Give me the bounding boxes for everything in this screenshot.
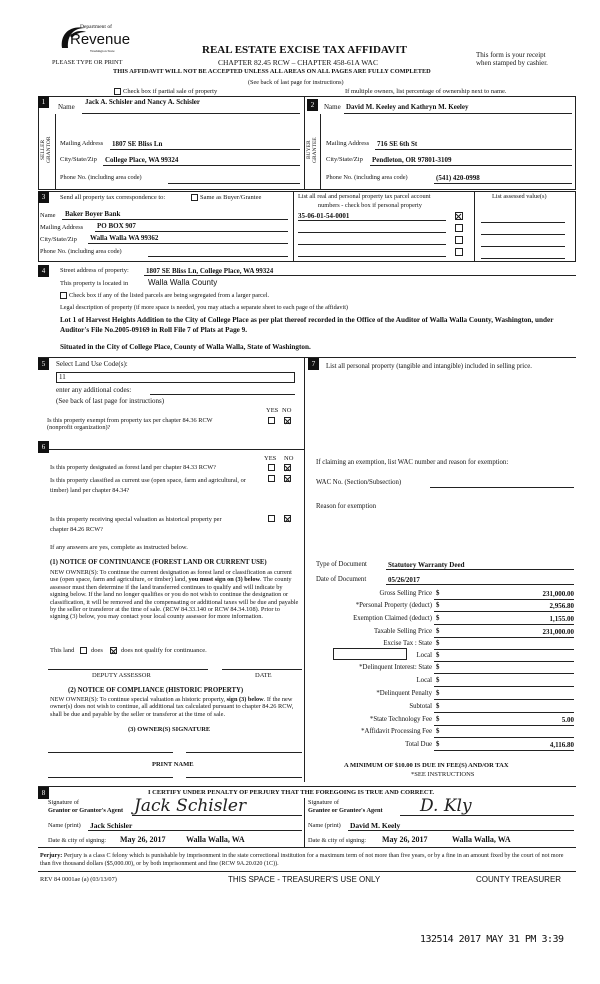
seller-phone-field[interactable] <box>168 183 300 184</box>
yes-label-5: YES <box>266 407 279 414</box>
seller-name[interactable]: Jack A. Schisler and Nancy A. Schisler <box>85 98 200 106</box>
seller-mail-label: Mailing Address <box>60 140 104 147</box>
section-8-badge: 8 <box>38 787 49 799</box>
same-as-buyer-label: Same as Buyer/Grantee <box>200 194 262 201</box>
fee-row-label: Gross Selling Price <box>379 590 432 597</box>
logo-state: Washington State <box>90 49 115 53</box>
currency-sign: $ <box>436 716 440 723</box>
receipt-note-1: This form is your receipt <box>476 51 546 59</box>
fee-row-label: *Personal Property (deduct) <box>355 602 432 609</box>
historic-question: Is this property receiving special valuation as historical property per chapter 84.26 RCW? <box>50 516 222 533</box>
land-use-code-input[interactable] <box>56 372 295 383</box>
currency-sign: $ <box>436 590 440 597</box>
partial-sale-checkbox[interactable] <box>114 88 121 95</box>
tax-phone-label: Phone No. (including area code) <box>40 248 122 255</box>
section-4-badge: 4 <box>38 265 49 277</box>
buyer-city[interactable]: Pendleton, OR 97801-3109 <box>372 156 452 164</box>
tax-name-label: Name <box>40 212 56 219</box>
perjury-notice <box>40 852 575 868</box>
fee-row-line <box>434 599 574 600</box>
multiple-owners-note: If multiple owners, list percentage of ownership next to name. <box>345 88 507 95</box>
perjury-text: Perjury is a class C felony which is punishable by imprisonment in the state correctional institution for a maximum term of not more than five years, or by a fine in an amount fixed by the court of not more than five thousand dollars ($5,000.00), or by both imprisonment and fine (RCW 9A.20.020 (1C)). <box>40 853 564 867</box>
receipt-note-2: when stamped by cashier. <box>476 59 548 67</box>
current-use-no-checkbox[interactable] <box>284 475 291 482</box>
fee-row-label: Taxable Selling Price <box>373 628 432 635</box>
tax-name[interactable]: Baker Boyer Bank <box>65 210 121 218</box>
tax-mail[interactable]: PO BOX 907 <box>97 222 136 230</box>
historic-no-checkbox[interactable] <box>284 515 291 522</box>
assessor-date-line[interactable] <box>222 669 302 670</box>
exempt-question: Is this property exempt from property tax per chapter 84.36 RCW (nonprofit organization)? <box>47 417 213 432</box>
see-instructions: *SEE INSTRUCTIONS <box>411 771 475 778</box>
parcel-personal-checkbox-3[interactable] <box>455 236 463 244</box>
currency-sign: $ <box>436 615 440 622</box>
notice-1-text <box>50 569 300 621</box>
land-use-label: Select Land Use Code(s): <box>56 360 128 368</box>
seller-city[interactable]: College Place, WA 99324 <box>105 156 179 164</box>
notice-1-part-a: NEW OWNER(S): To continue the current designation as forest land or classification as current use (open space, farm and agriculture, or timber) land, <box>50 569 292 584</box>
owner-signature-line-1[interactable] <box>48 752 173 753</box>
fee-row-line <box>434 686 574 687</box>
personal-property-label: List all personal property (tangible and intangible) included in selling price. <box>326 363 532 370</box>
fee-row-value[interactable]: 2,956.80 <box>549 602 574 610</box>
buyer-name-label: Name <box>324 103 341 111</box>
print-name-label: PRINT NAME <box>152 761 194 768</box>
seller-phone-label: Phone No. (including area code) <box>60 174 142 181</box>
notice-2-part-a: NEW OWNER(S): To continue special valuation as historic property, <box>50 696 227 703</box>
currency-sign: $ <box>436 628 440 635</box>
form-title: REAL ESTATE EXCISE TAX AFFIDAVIT <box>202 44 407 56</box>
same-as-buyer-checkbox[interactable] <box>191 194 198 201</box>
property-street[interactable]: 1807 SE Bliss Ln, College Place, WA 99324 <box>146 267 274 275</box>
forest-no-checkbox[interactable] <box>284 464 291 471</box>
historic-yes-checkbox[interactable] <box>268 515 275 522</box>
notice-2-text <box>50 696 300 718</box>
does-not-qualify-checkbox[interactable] <box>110 647 117 654</box>
parcel-personal-checkbox-2[interactable] <box>455 224 463 232</box>
grantee-name[interactable]: David M. Keely <box>350 821 401 830</box>
currency-sign: $ <box>436 741 440 748</box>
buyer-grantee-label: BUYER GRANTEE <box>306 137 319 163</box>
section-2-badge: 2 <box>307 99 318 111</box>
grantor-city[interactable]: Walla Walla, WA <box>186 835 245 844</box>
fee-row-value[interactable]: 4,116.80 <box>549 741 574 749</box>
fee-row-label: Excise Tax : State <box>383 640 432 647</box>
treasurer-space-label: THIS SPACE - TREASURER'S USE ONLY <box>228 875 381 884</box>
notice-1-bold: you must sign on (3) below <box>188 576 261 584</box>
currency-sign: $ <box>436 652 440 659</box>
cashier-stamp: 132514 2017 MAY 31 PM 3:39 <box>420 934 564 945</box>
notice-2-part-b: . If the new owner(s) does not wish to continue, all additional tax calculated pursuant to chapter 84.26 RCW, shall be due and payable by the seller or transferor at the time of sale. <box>50 696 294 718</box>
seller-mail[interactable]: 1807 SE Bliss Ln <box>112 140 163 148</box>
grantor-date[interactable]: May 26, 2017 <box>120 835 166 844</box>
seller-city-label: City/State/Zip <box>60 156 97 163</box>
grantee-signature[interactable]: D. Kly <box>420 796 472 816</box>
forest-yes-checkbox[interactable] <box>268 464 275 471</box>
grantor-sig-label-1: Signature of <box>48 799 79 806</box>
grantor-signature[interactable]: Jack Schisler <box>134 796 247 816</box>
assessed-header: List assessed value(s) <box>492 193 547 200</box>
segregated-checkbox[interactable] <box>60 292 67 299</box>
fee-row-line <box>434 737 574 738</box>
fee-row-line <box>434 637 574 638</box>
grantee-name-label: Name (print) <box>308 822 341 829</box>
minimum-note: A MINIMUM OF $10.00 IS DUE IN FEE(S) AND/OR TAX <box>344 762 509 769</box>
parcel-number[interactable]: 35-06-01-54-0001 <box>298 212 350 220</box>
fee-row-line <box>434 624 574 625</box>
fee-row-label: *Affidavit Processing Fee <box>361 728 432 735</box>
exempt-yes-checkbox[interactable] <box>268 417 275 424</box>
partial-sale-label: Check box if partial sale of property <box>123 88 218 95</box>
additional-codes-label: enter any additional codes: <box>56 386 132 394</box>
fee-row-value[interactable]: 231,000.00 <box>542 628 574 636</box>
currency-sign: $ <box>436 703 440 710</box>
legal-label: Legal description of property (if more space is needed, you may attach a separate sheet to each page of the affidavit) <box>60 304 348 311</box>
grantee-date[interactable]: May 26, 2017 <box>382 835 428 844</box>
send-correspondence-label: Send all property tax correspondence to: <box>60 194 166 201</box>
print-name-line-2[interactable] <box>186 777 302 778</box>
legal-description: Lot 1 of Harvest Heights Addition to the City of College Place as per plat thereof recorded in the Office of the Auditor of Walla Walla County, Washington, under Auditor's File No.2005-09169 in Roll File 7 of Plats at Page 9. <box>60 316 554 334</box>
fee-row-value[interactable]: 1,155.00 <box>549 615 574 623</box>
doc-date[interactable]: 05/26/2017 <box>388 576 420 584</box>
please-type: PLEASE TYPE OR PRINT <box>52 59 123 66</box>
fee-row-line <box>434 673 574 674</box>
fee-row-line <box>434 725 574 726</box>
grantee-date-label: Date & city of signing: <box>308 837 367 844</box>
yes-label-6: YES <box>264 455 277 462</box>
fee-row-label: *Delinquent Penalty <box>376 690 432 697</box>
print-name-line-1[interactable] <box>48 777 173 778</box>
fee-row-label: Subtotal <box>409 703 432 710</box>
form-chapter: CHAPTER 82.45 RCW – CHAPTER 458-61A WAC <box>218 58 378 67</box>
located-label: This property is located in <box>60 280 129 287</box>
buyer-mail[interactable]: 716 SE 6th St <box>377 140 418 148</box>
notice-2-title: (2) NOTICE OF COMPLIANCE (HISTORIC PROPERTY) <box>68 687 244 694</box>
parcel-personal-checkbox-1[interactable] <box>455 212 463 220</box>
currency-sign: $ <box>436 602 440 609</box>
buyer-city-label: City/State/Zip <box>326 156 363 163</box>
deputy-assessor-line[interactable] <box>48 669 208 670</box>
fee-row-label: Local <box>416 652 432 659</box>
fee-row-label: Local <box>416 677 432 684</box>
fee-row-line <box>434 712 574 713</box>
seller-name-label: Name <box>58 103 75 111</box>
property-county[interactable]: Walla Walla County <box>148 278 218 287</box>
deputy-assessor-label: DEPUTY ASSESSOR <box>92 672 151 679</box>
fee-row-label: Exemption Claimed (deduct) <box>353 615 432 622</box>
current-use-yes-checkbox[interactable] <box>268 475 275 482</box>
section-7-badge: 7 <box>308 358 319 370</box>
perjury-label: Perjury: <box>40 853 63 859</box>
fee-row-value[interactable]: 5.00 <box>561 716 574 724</box>
fee-row-label: Total Due <box>405 741 432 748</box>
does-label: does <box>91 647 103 654</box>
street-label: Street address of property: <box>60 267 129 274</box>
does-not-label: does not qualify for continuance. <box>121 647 207 654</box>
section-1-badge: 1 <box>38 96 49 108</box>
current-use-question: Is this property classified as current use (open space, farm and agricultural, or timber) land per chapter 84.34? <box>50 477 246 494</box>
section-6-badge: 6 <box>38 441 49 453</box>
currency-sign: $ <box>436 640 440 647</box>
doc-date-label: Date of Document <box>316 576 367 583</box>
grantor-name[interactable]: Jack Schisler <box>90 821 133 830</box>
date-label: DATE <box>255 672 272 679</box>
grantee-sig-label-1: Signature of <box>308 799 339 806</box>
owner-signature-label: (3) OWNER(S) SIGNATURE <box>128 726 211 733</box>
fee-row-label: *State Technology Fee <box>369 716 432 723</box>
parcel-personal-checkbox-4[interactable] <box>455 248 463 256</box>
forest-question: Is this property designated as forest land per chapter 84.33 RCW? <box>50 464 216 471</box>
currency-sign: $ <box>436 728 440 735</box>
if-yes-note: If any answers are yes, complete as instructed below. <box>50 544 188 551</box>
fee-row-label: *Delinquent Interest: State <box>359 664 432 671</box>
currency-sign: $ <box>436 690 440 697</box>
logo-dept: Department of <box>80 24 112 30</box>
segregated-label: Check box if any of the listed parcels are being segregated from a larger parcel. <box>69 292 270 299</box>
fee-row-line <box>434 750 574 751</box>
tax-city-label: City/State/Zip <box>40 236 77 243</box>
county-treasurer-label: COUNTY TREASURER <box>476 875 562 884</box>
assessed-field-4[interactable] <box>481 258 565 259</box>
assessed-field-3[interactable] <box>481 246 565 247</box>
this-land-label: This land <box>50 647 75 654</box>
reason-label: Reason for exemption <box>316 503 377 510</box>
buyer-phone-label: Phone No. (including area code) <box>326 174 408 181</box>
currency-sign: $ <box>436 677 440 684</box>
owner-signature-line-2[interactable] <box>186 752 302 753</box>
exempt-no-checkbox[interactable] <box>284 417 291 424</box>
doc-type-label: Type of Document <box>316 561 367 568</box>
logo-revenue: Revenue <box>70 31 131 48</box>
form-warning: THIS AFFIDAVIT WILL NOT BE ACCEPTED UNLESS ALL AREAS ON ALL PAGES ARE FULLY COMPLETED <box>113 68 431 75</box>
buyer-mail-label: Mailing Address <box>326 140 370 147</box>
fee-row-line <box>434 661 574 662</box>
wac-label: WAC No. (Section/Subsection) <box>316 479 402 486</box>
grantor-date-label: Date & city of signing: <box>48 837 107 844</box>
buyer-name[interactable]: David M. Keeley and Kathryn M. Keeley <box>346 103 469 111</box>
section-5-badge: 5 <box>38 358 49 370</box>
grantee-city[interactable]: Walla Walla, WA <box>452 835 511 844</box>
assessed-field-2[interactable] <box>481 234 565 235</box>
fee-row-line <box>434 699 574 700</box>
wac-field[interactable] <box>430 487 574 488</box>
certify-statement: I CERTIFY UNDER PENALTY OF PERJURY THAT THE FOREGOING IS TRUE AND CORRECT. <box>148 789 435 796</box>
exemption-label: If claiming an exemption, list WAC number and reason for exemption: <box>316 459 509 466</box>
qualifies-checkbox[interactable] <box>80 647 87 654</box>
tax-phone-field[interactable] <box>148 256 288 257</box>
grantor-name-label: Name (print) <box>48 822 81 829</box>
tax-city[interactable]: Walla Walla WA 99362 <box>90 234 159 242</box>
assessed-field-1[interactable] <box>481 222 565 223</box>
no-label-5: NO <box>282 407 292 414</box>
fee-row-line <box>434 649 574 650</box>
parcel-header-2: numbers - check box if personal property <box>318 202 422 209</box>
seller-grantor-label: SELLER GRANTOR <box>40 136 53 164</box>
notice-1-part-b: . The county assessor must then determine if the land transferred continues to qualify and will indicate by signing below. If the land no longer qualifies or you do not wish to continue the designation or classification, it will be removed and the compensating or additional taxes will be due and payable by the seller or transferor at the time of sale. (RCW 84.33.140 or RCW 84.34.108). Prior to signing (3) below, you may contact your local county assessor for more information. <box>50 576 299 621</box>
see-back: (See back of last page for instructions) <box>248 79 344 86</box>
notice-2-bold: sign (3) below <box>226 696 264 703</box>
see-back-5: (See back of last page for instructions) <box>56 397 165 405</box>
notice-1-title: (1) NOTICE OF CONTINUANCE (FOREST LAND OR CURRENT USE) <box>50 559 267 566</box>
additional-codes-field[interactable] <box>150 394 295 395</box>
fee-row-line <box>434 611 574 612</box>
tax-mail-label: Mailing Address <box>40 224 84 231</box>
land-use-code: 11 <box>59 373 66 381</box>
fee-row-value[interactable]: 231,000.00 <box>542 590 574 598</box>
parcel-header-1: List all real and personal property tax parcel account <box>298 193 431 200</box>
local-tax-box[interactable] <box>333 648 407 660</box>
grantee-sig-label-2: Grantee or Grantee's Agent <box>308 807 383 814</box>
situated-text: Situated in the City of College Place, County of Walla Walla, State of Washington. <box>60 343 311 351</box>
currency-sign: $ <box>436 664 440 671</box>
grantor-sig-label-2: Grantor or Grantor's Agent <box>48 807 124 814</box>
form-revision: REV 84 0001ae (a) (03/13/07) <box>40 876 117 883</box>
doc-type[interactable]: Statutory Warranty Deed <box>388 561 465 569</box>
section-3-badge: 3 <box>38 191 49 203</box>
buyer-phone[interactable]: (541) 420-0998 <box>436 174 480 182</box>
no-label-6: NO <box>284 455 294 462</box>
